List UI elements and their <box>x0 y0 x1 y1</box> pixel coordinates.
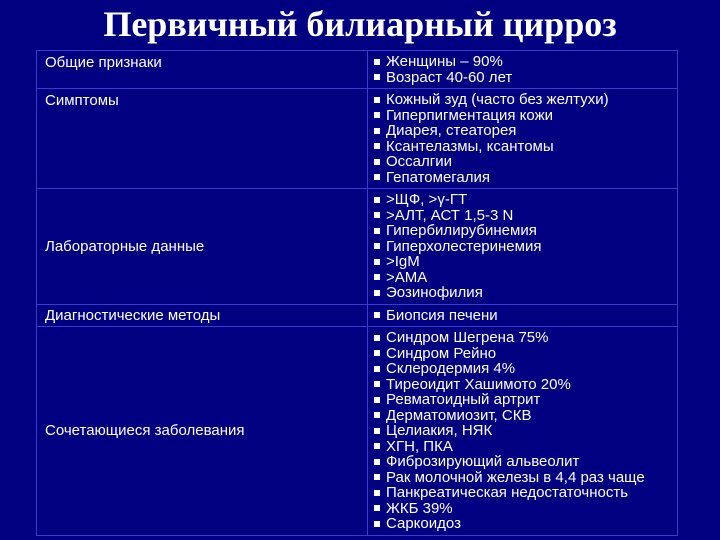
list-item <box>374 154 677 170</box>
list-item-text: Гиперпигментация кожи <box>386 106 553 124</box>
square-bullet-icon <box>374 490 380 496</box>
square-bullet-icon <box>374 366 380 372</box>
square-bullet-icon <box>374 428 380 434</box>
bullet-list <box>374 92 677 185</box>
list-item-text: Ксантелазмы, ксантомы <box>386 137 554 155</box>
row-items <box>368 89 678 189</box>
list-item-text: Синдром Рейно <box>386 344 497 362</box>
square-bullet-icon <box>374 459 380 465</box>
list-item <box>374 330 677 346</box>
list-item <box>374 270 677 286</box>
square-bullet-icon <box>374 97 380 103</box>
list-item <box>374 485 677 501</box>
row-label: Сочетающиеся заболевания <box>37 327 368 536</box>
list-item-text: Диарея, стеаторея <box>386 122 517 139</box>
row-label: Лабораторные данные <box>37 189 368 305</box>
list-item-text: Склеродермия 4% <box>386 360 516 377</box>
list-item-text: Саркоидоз <box>386 515 461 532</box>
square-bullet-icon <box>374 112 380 118</box>
square-bullet-icon <box>374 243 380 249</box>
square-bullet-icon <box>374 474 380 480</box>
square-bullet-icon <box>374 74 380 80</box>
table-row <box>37 189 678 305</box>
list-item <box>374 454 677 470</box>
list-item <box>374 54 677 70</box>
square-bullet-icon <box>374 381 380 387</box>
square-bullet-icon <box>374 174 380 180</box>
list-item <box>374 501 677 517</box>
list-item-text: Гипербилирубинемия <box>386 222 537 239</box>
list-item <box>374 123 677 139</box>
square-bullet-icon <box>374 197 380 203</box>
row-items <box>368 304 678 327</box>
square-bullet-icon <box>374 290 380 296</box>
list-item <box>374 208 677 224</box>
list-item-text: Целиакия, НЯК <box>386 422 493 439</box>
list-item <box>374 92 677 108</box>
list-item <box>374 223 677 239</box>
list-item-text: Фиброзирующий альвеолит <box>386 453 580 470</box>
square-bullet-icon <box>374 505 380 511</box>
list-item-text: Биопсия печени <box>386 306 498 324</box>
list-item-text: Женщины – 90% <box>386 53 503 70</box>
slide-title: Первичный билиарный цирроз <box>103 4 617 44</box>
list-item <box>374 408 677 424</box>
list-item-text: Возраст 40-60 лет <box>386 68 513 86</box>
list-item <box>374 516 677 532</box>
list-item <box>374 285 677 301</box>
list-item-text: ЖКБ 39% <box>386 499 453 517</box>
list-item-text: >АЛТ, АСТ 1,5-3 N <box>386 206 514 224</box>
list-item-text: >IgM <box>386 253 420 270</box>
row-label: Симптомы <box>37 89 368 189</box>
bullet-list <box>374 330 677 532</box>
list-item <box>374 254 677 270</box>
list-item <box>374 377 677 393</box>
square-bullet-icon <box>374 128 380 134</box>
row-items <box>368 51 678 89</box>
list-item-text: Панкреатическая недостаточность <box>386 484 629 501</box>
list-item <box>374 361 677 377</box>
table-row <box>37 51 678 89</box>
square-bullet-icon <box>374 521 380 527</box>
row-label: Общие признаки <box>37 51 368 89</box>
list-item-text: Тиреоидит Хашимото 20% <box>386 375 571 393</box>
list-item <box>374 139 677 155</box>
list-item <box>374 423 677 439</box>
bullet-list <box>374 54 677 85</box>
square-bullet-icon <box>374 143 380 149</box>
list-item <box>374 239 677 255</box>
list-item <box>374 470 677 486</box>
square-bullet-icon <box>374 312 380 318</box>
list-item-text: Эозинофилия <box>386 284 483 301</box>
bullet-list <box>374 192 677 301</box>
square-bullet-icon <box>374 335 380 341</box>
pbc-summary-table <box>36 50 678 536</box>
table-row <box>37 327 678 536</box>
square-bullet-icon <box>374 228 380 234</box>
table-row <box>37 304 678 327</box>
list-item-text: Гепатомегалия <box>386 168 491 186</box>
square-bullet-icon <box>374 212 380 218</box>
row-items <box>368 189 678 305</box>
list-item-text: >АМА <box>386 268 428 286</box>
list-item-text: Гиперхолестеринемия <box>386 237 542 255</box>
list-item <box>374 192 677 208</box>
list-item-text: Кожный зуд (часто без желтухи) <box>386 91 609 108</box>
row-label: Диагностические методы <box>37 304 368 327</box>
list-item <box>374 308 677 324</box>
square-bullet-icon <box>374 274 380 280</box>
bullet-list <box>374 308 677 324</box>
list-item-text: Ревматоидный артрит <box>386 391 541 408</box>
list-item <box>374 108 677 124</box>
list-item <box>374 439 677 455</box>
square-bullet-icon <box>374 397 380 403</box>
square-bullet-icon <box>374 259 380 265</box>
list-item-text: ХГН, ПКА <box>386 437 453 455</box>
list-item-text: >ЩФ, >γ-ГТ <box>386 191 468 208</box>
list-item <box>374 346 677 362</box>
square-bullet-icon <box>374 159 380 165</box>
list-item <box>374 392 677 408</box>
square-bullet-icon <box>374 443 380 449</box>
list-item-text: Синдром Шегрена 75% <box>386 329 549 346</box>
square-bullet-icon <box>374 412 380 418</box>
list-item-text: Рак молочной железы в 4,4 раз чаще <box>386 468 645 486</box>
row-items <box>368 327 678 536</box>
list-item-text: Оссалгии <box>386 153 452 170</box>
list-item <box>374 170 677 186</box>
table-row <box>37 89 678 189</box>
list-item <box>374 70 677 86</box>
square-bullet-icon <box>374 350 380 356</box>
square-bullet-icon <box>374 59 380 65</box>
list-item-text: Дерматомиозит, СКВ <box>386 406 532 424</box>
